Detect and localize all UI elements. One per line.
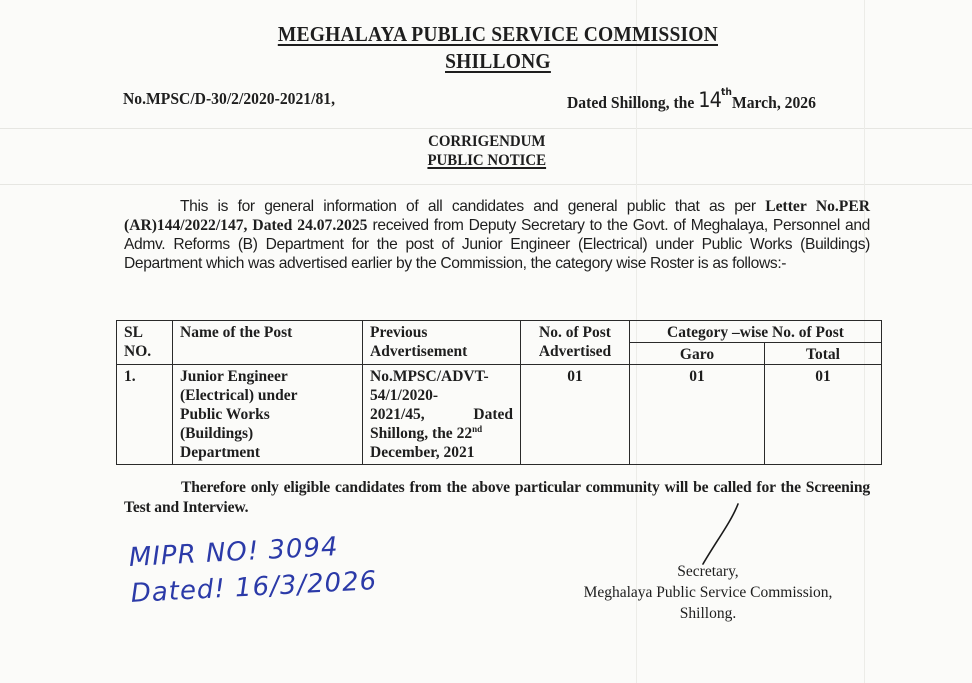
ordinal-suffix: nd [472, 423, 483, 434]
document-title [35, 22, 939, 74]
cell-line: Public Works [180, 406, 270, 423]
cell-line: 54/1/2020- [370, 387, 439, 404]
heading-public-notice-text: PUBLIC NOTICE [427, 152, 547, 169]
signatory-block [548, 561, 868, 624]
handwritten-mipr-number: MIPR NO! 3094 [128, 532, 340, 573]
header-text: No. of Post [539, 324, 611, 341]
cell-line: Junior Engineer [180, 368, 288, 385]
cell-line: No.MPSC/ADVT- [370, 368, 489, 385]
scan-artifact-line [0, 184, 972, 185]
cell-line [370, 405, 513, 424]
cell-previous-advertisement [363, 365, 521, 465]
header-text: SL [124, 324, 143, 341]
signatory-organization: Meghalaya Public Service Commission, [583, 584, 833, 601]
paragraph-text: This is for general information of all candidates and general public that as per [180, 198, 766, 215]
header-posts-advertised [521, 321, 630, 365]
roster-table [116, 320, 882, 465]
handwritten-mipr-note [128, 527, 378, 612]
cell-line: December, 2021 [370, 444, 475, 461]
handwritten-day-suffix: th [720, 87, 732, 98]
cell-text: Shillong, the 22 [370, 425, 473, 442]
document-date [567, 89, 816, 113]
cell-total: 01 [765, 365, 882, 465]
handwritten-mipr-date: Dated! 16/3/2026 [130, 566, 378, 609]
header-previous-advertisement [363, 321, 521, 365]
signatory-city: Shillong. [679, 605, 737, 622]
date-suffix: March, 2026 [731, 93, 816, 112]
scan-artifact-line [0, 128, 972, 129]
cell-line: (Electrical) under [180, 387, 298, 404]
cell-text: Dated [473, 406, 513, 423]
cell-line: Department [180, 444, 261, 461]
header-text: Advertisement [370, 343, 468, 360]
header-text: Category –wise No. of Post [667, 324, 844, 341]
date-prefix: Dated Shillong, the [567, 93, 695, 112]
header-post-name [173, 321, 363, 365]
closing-paragraph: Therefore only eligible candidates from the above particular community will be called for the Screening Test and Interview. [124, 479, 870, 516]
handwritten-day: 14 [698, 88, 721, 112]
notice-paragraph [124, 198, 870, 274]
cell-line: (Buildings) [180, 425, 254, 442]
header-text: NO. [124, 343, 152, 360]
signatory-title: Secretary, [677, 563, 739, 580]
organization-name: MEGHALAYA PUBLIC SERVICE COMMISSION [277, 22, 718, 46]
signature-mark [695, 500, 745, 570]
header-garo: Garo [630, 343, 765, 365]
header-total: Total [765, 343, 882, 365]
table-row [117, 365, 882, 465]
reference-number: No.MPSC/D-30/2/2020-2021/81, [123, 89, 336, 108]
header-text: Advertised [538, 343, 612, 360]
cell-posts-advertised: 01 [521, 365, 630, 465]
letter-reference: Letter No.PER (AR)144/2022/147, Dated 24.07.2025 [124, 198, 870, 234]
heading-corrigendum: CORRIGENDUM [428, 133, 546, 150]
header-text: Name of the Post [180, 324, 293, 341]
cell-garo: 01 [630, 365, 765, 465]
organization-city: SHILLONG [445, 49, 551, 73]
header-text: Previous [370, 324, 428, 341]
header-sl-no [117, 321, 173, 365]
cell-text: 2021/45, [370, 406, 425, 423]
cell-line [370, 424, 513, 443]
cell-post-name [173, 365, 363, 465]
header-category-wise [630, 321, 882, 343]
cell-sl: 1. [117, 365, 173, 465]
paragraph-text: received from Deputy Secretary to the Govt. of Meghalaya, Personnel and Admv. Reforms (B) Department for the post of Junior Engineer (Electrical) under Public Works (Buildings) Department which was advertised earlier by the Commission, the category wise Roster is as follows:- [124, 216, 871, 272]
heading-public-notice [35, 152, 939, 170]
table-header-row [117, 321, 882, 343]
